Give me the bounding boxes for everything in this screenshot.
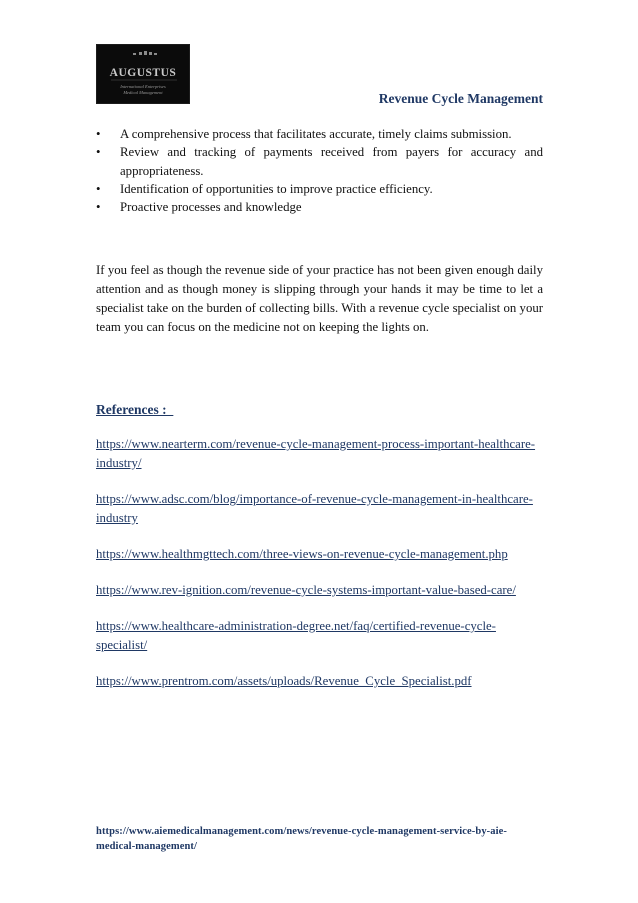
reference-item	[96, 617, 543, 655]
footer-url[interactable]: https://www.aiemedicalmanagement.com/news/revenue-cycle-management-service-by-aie-medical-management/	[96, 826, 507, 852]
reference-link[interactable]: https://www.healthmgttech.com/three-views-on-revenue-cycle-management.php	[96, 547, 508, 561]
page-title: Revenue Cycle Management	[378, 91, 543, 106]
reference-item	[96, 581, 543, 600]
bullet-text: A comprehensive process that facilitates accurate, timely claims submission.	[120, 127, 512, 141]
bullet-item	[96, 198, 543, 216]
reference-item	[96, 435, 543, 473]
bullet-icon: •	[96, 127, 101, 141]
reference-link[interactable]: https://www.rev-ignition.com/revenue-cycle-systems-important-value-based-care/	[96, 583, 516, 597]
bullet-text: Review and tracking of payments received from payers for accuracy and appropriateness.	[120, 145, 543, 178]
bullet-item	[96, 143, 543, 180]
logo-brand: AUGUSTUS	[109, 67, 177, 79]
references-list	[96, 435, 543, 708]
reference-link[interactable]: https://www.healthcare-administration-degree.net/faq/certified-revenue-cycle-specialist/	[96, 619, 496, 652]
bullet-item	[96, 180, 543, 198]
bullet-item	[96, 125, 543, 143]
bullet-text: Identification of opportunities to improve practice efficiency.	[120, 181, 433, 196]
bullet-list	[96, 125, 543, 216]
reference-link[interactable]: https://www.adsc.com/blog/importance-of-revenue-cycle-management-in-healthcare-industry	[96, 492, 533, 525]
logo-tagline-2: Medical Management	[123, 90, 163, 95]
bullet-icon: •	[96, 181, 101, 196]
bullet-icon: •	[96, 200, 101, 215]
reference-link[interactable]: https://www.prentrom.com/assets/uploads/Revenue_Cycle_Specialist.pdf	[96, 674, 472, 688]
body-paragraph: If you feel as though the revenue side of your practice has not been given enough daily attention and as though money is slipping through your hands it may be time to let a specialist take on the burden of collecting bills. With a revenue cycle specialist on your team you can focus on the medicine not on keeping the lights on.	[96, 263, 543, 334]
bullet-text: Proactive processes and knowledge	[120, 200, 302, 215]
references-heading: References :	[96, 402, 174, 417]
reference-link[interactable]: https://www.nearterm.com/revenue-cycle-management-process-important-healthcare-industry/	[96, 437, 536, 470]
reference-item	[96, 672, 543, 691]
reference-item	[96, 490, 543, 528]
bullet-icon: •	[96, 145, 101, 160]
reference-item	[96, 545, 543, 564]
logo-tagline-1: International Enterprises	[120, 84, 166, 89]
